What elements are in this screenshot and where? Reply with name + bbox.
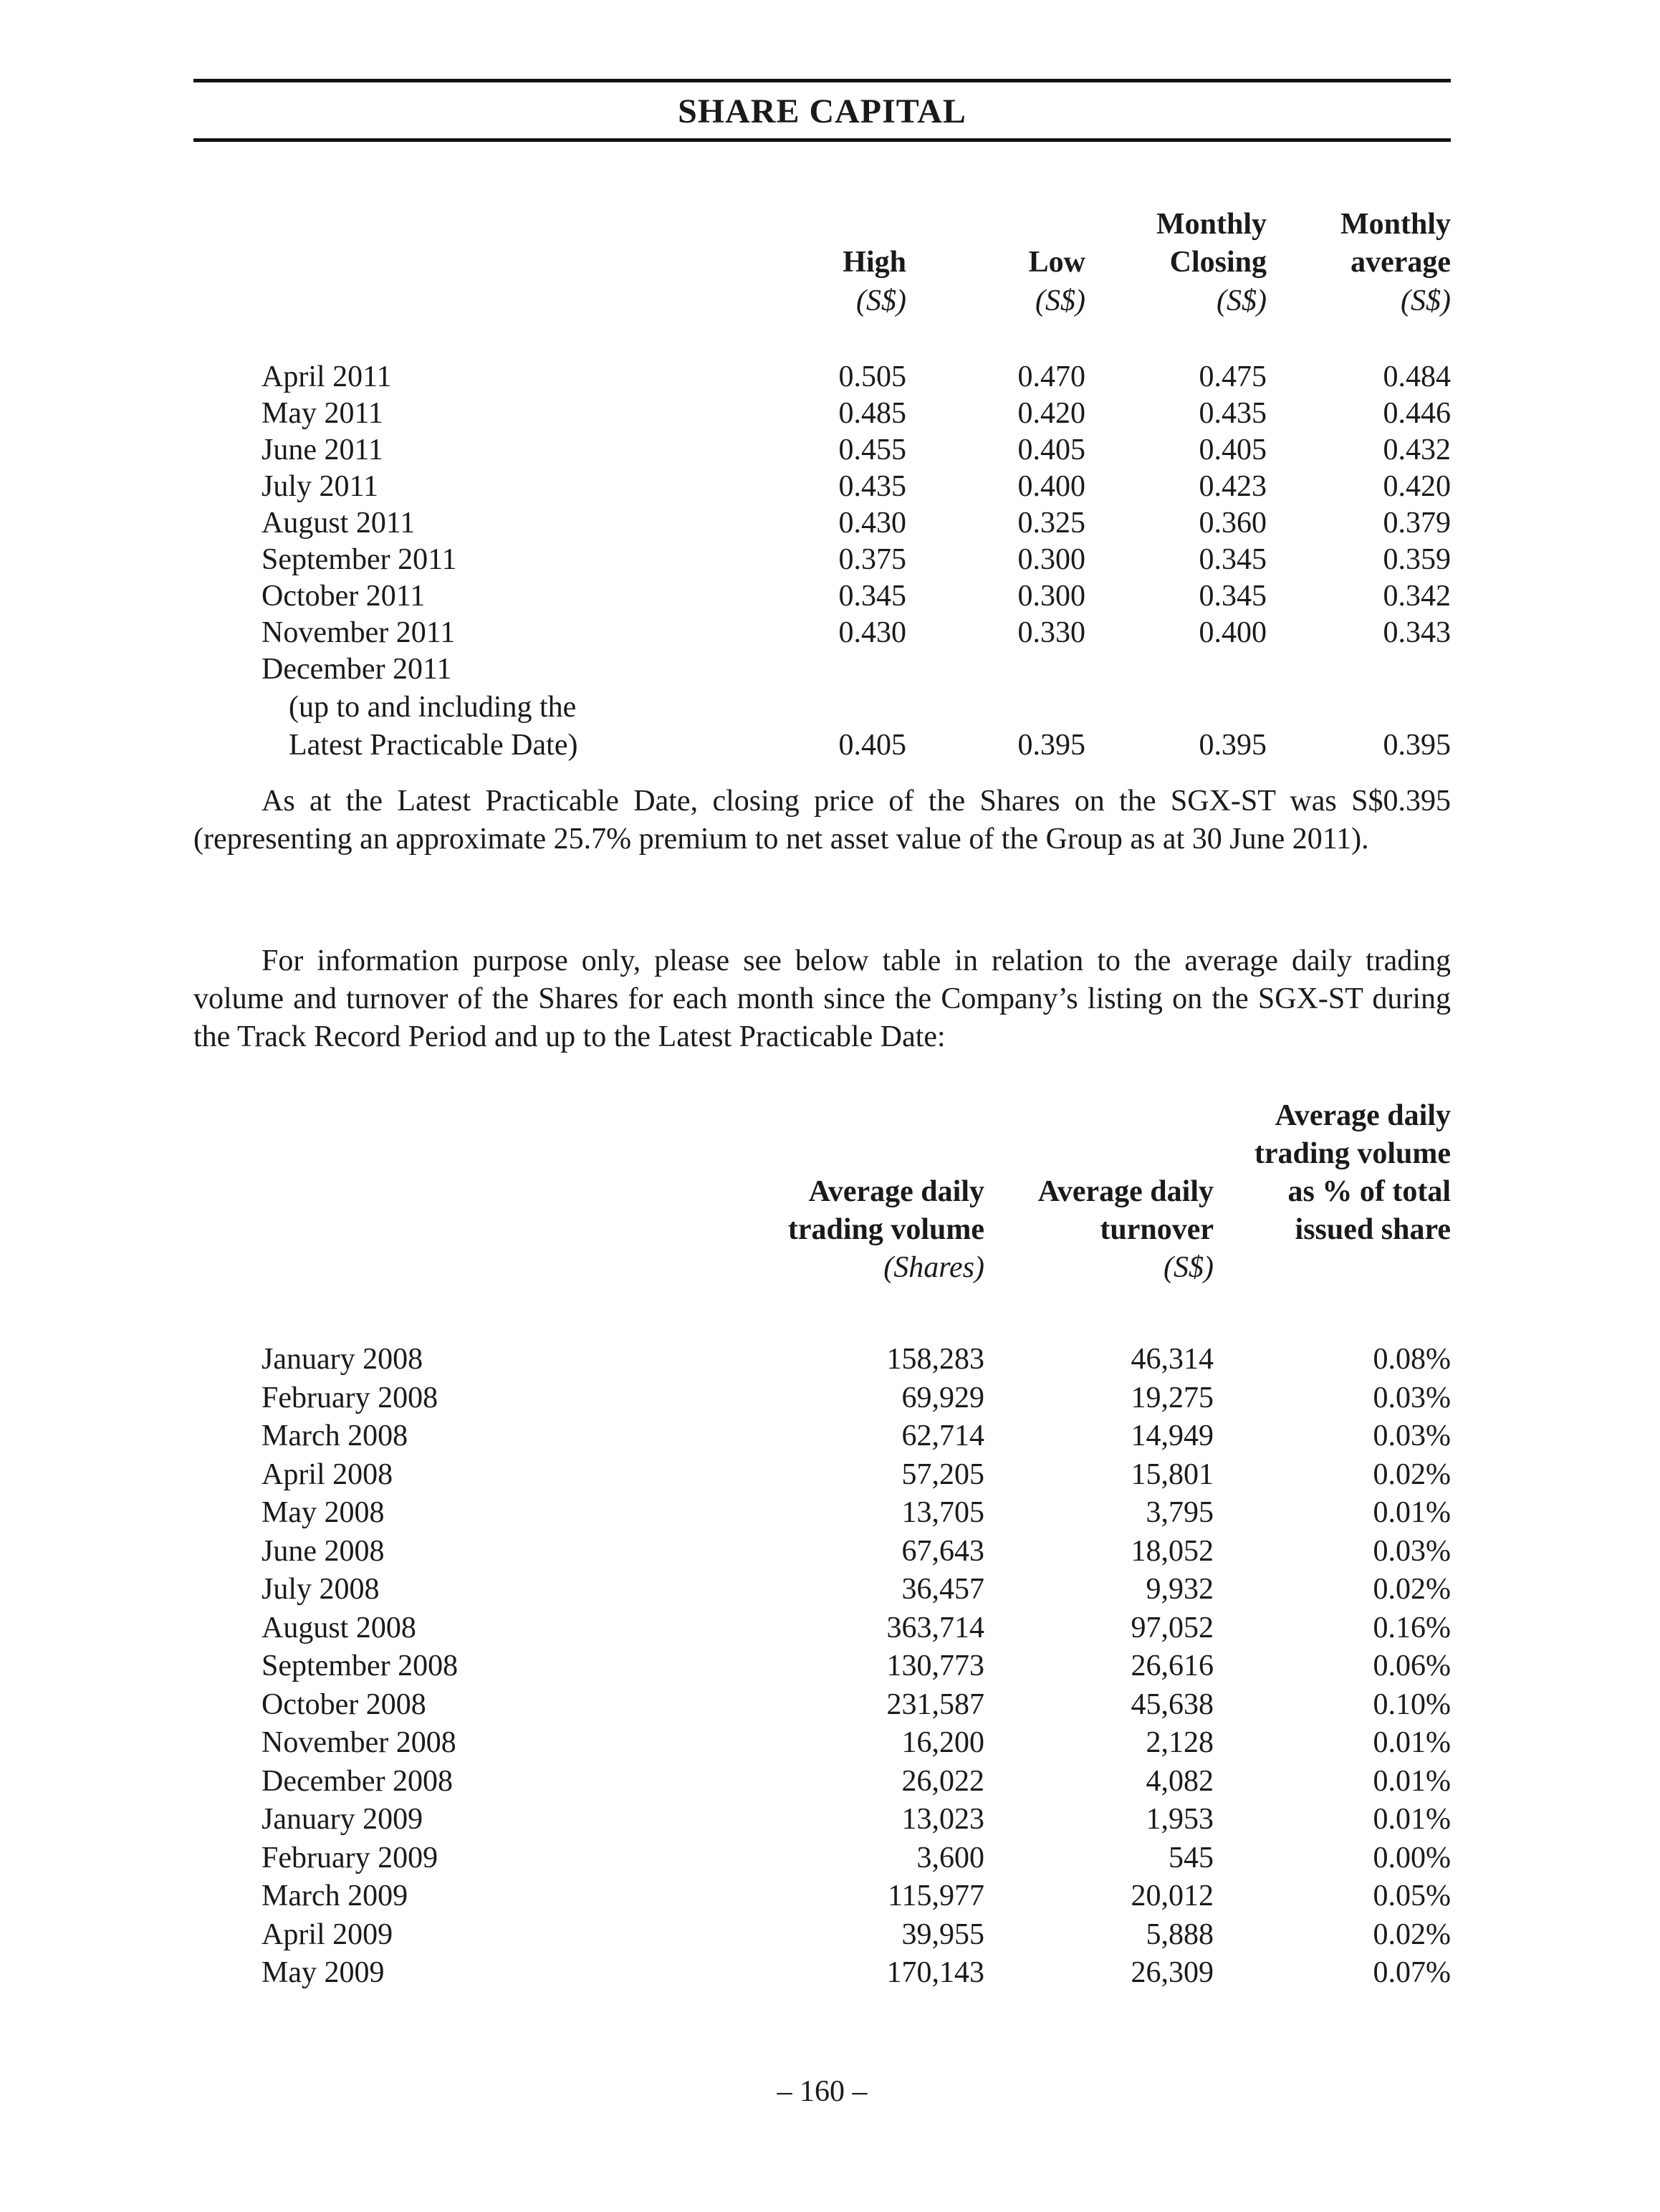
volume-cell: 363,714 bbox=[886, 1612, 984, 1644]
price-row-label: July 2011 bbox=[262, 470, 378, 503]
header-rule-bottom bbox=[193, 138, 1451, 142]
volume-row-label: March 2008 bbox=[262, 1419, 408, 1452]
price-cell: 0.379 bbox=[1383, 507, 1451, 540]
price-last-row-line bbox=[193, 651, 1451, 688]
volume-cell: 0.07% bbox=[1373, 1956, 1451, 1989]
volume-cell: 545 bbox=[1169, 1842, 1214, 1875]
price-last-row-label: Latest Practicable Date) bbox=[289, 729, 578, 762]
page-title: SHARE CAPITAL bbox=[678, 92, 966, 130]
price-row bbox=[193, 541, 1451, 578]
price-cell: 0.395 bbox=[1199, 729, 1267, 762]
price-cell: 0.360 bbox=[1199, 507, 1267, 540]
volume-cell: 13,023 bbox=[901, 1803, 984, 1836]
volume-cell: 0.10% bbox=[1373, 1688, 1451, 1721]
volume-row bbox=[193, 1800, 1451, 1839]
volume-row bbox=[193, 1417, 1451, 1455]
price-row bbox=[193, 468, 1451, 505]
volume-table bbox=[193, 1093, 1451, 1988]
price-col-high-header: High bbox=[843, 246, 906, 279]
price-row-label: May 2011 bbox=[262, 397, 383, 430]
price-col-high-unit: (S$) bbox=[856, 284, 906, 317]
volume-cell: 0.03% bbox=[1373, 1535, 1451, 1568]
volume-row bbox=[193, 1455, 1451, 1494]
volume-row-label: February 2009 bbox=[262, 1842, 438, 1875]
price-row bbox=[193, 614, 1451, 651]
price-cell: 0.505 bbox=[838, 360, 906, 393]
volume-row bbox=[193, 1647, 1451, 1685]
volume-row bbox=[193, 1685, 1451, 1724]
volume-cell: 16,200 bbox=[901, 1726, 984, 1759]
price-cell: 0.455 bbox=[838, 434, 906, 466]
volume-cell: 46,314 bbox=[1131, 1343, 1214, 1376]
price-cell: 0.395 bbox=[1017, 729, 1085, 762]
price-col-closing-header-line1: Monthly bbox=[1156, 208, 1267, 241]
price-cell: 0.435 bbox=[1199, 397, 1267, 430]
volume-cell: 0.06% bbox=[1373, 1650, 1451, 1682]
volume-cell: 0.05% bbox=[1373, 1880, 1451, 1912]
volume-row bbox=[193, 1762, 1451, 1801]
price-row-label: June 2011 bbox=[262, 434, 383, 466]
price-cell: 0.484 bbox=[1383, 360, 1451, 393]
volume-cell: 20,012 bbox=[1131, 1880, 1214, 1912]
price-col-low-unit: (S$) bbox=[1035, 284, 1085, 317]
volume-cell: 26,309 bbox=[1131, 1956, 1214, 1989]
volume-col-turnover-unit: (S$) bbox=[1164, 1251, 1214, 1284]
volume-row bbox=[193, 1839, 1451, 1877]
paragraph-volume-intro: For information purpose only, please see below table in relation to the average daily trading volume and turnover of the Shares for each month since the Company’s listing on the SGX-ST during the Track Record Period and up to the Latest Practicable Date: bbox=[193, 944, 1451, 1053]
price-col-closing-unit: (S$) bbox=[1217, 284, 1267, 317]
price-cell: 0.423 bbox=[1199, 470, 1267, 503]
volume-row bbox=[193, 1570, 1451, 1609]
volume-cell: 0.01% bbox=[1373, 1765, 1451, 1798]
volume-row-label: April 2008 bbox=[262, 1458, 393, 1491]
volume-cell: 9,932 bbox=[1146, 1573, 1214, 1606]
volume-row bbox=[193, 1915, 1451, 1954]
price-cell: 0.405 bbox=[838, 729, 906, 762]
volume-row bbox=[193, 1532, 1451, 1571]
volume-cell: 0.01% bbox=[1373, 1726, 1451, 1759]
price-last-row-line bbox=[193, 689, 1451, 726]
price-cell: 0.395 bbox=[1383, 729, 1451, 762]
price-row-label: April 2011 bbox=[262, 360, 392, 393]
price-cell: 0.345 bbox=[1199, 580, 1267, 613]
price-cell: 0.405 bbox=[1199, 434, 1267, 466]
volume-col-shares-unit: (Shares) bbox=[883, 1251, 984, 1284]
price-table bbox=[193, 201, 1451, 774]
price-cell: 0.300 bbox=[1017, 580, 1085, 613]
volume-row-label: May 2009 bbox=[262, 1956, 385, 1989]
price-last-row-label: (up to and including the bbox=[289, 691, 577, 724]
price-cell: 0.405 bbox=[1017, 434, 1085, 466]
volume-cell: 36,457 bbox=[901, 1573, 984, 1606]
volume-cell: 3,600 bbox=[916, 1842, 984, 1875]
price-cell: 0.345 bbox=[1199, 543, 1267, 576]
volume-cell: 3,795 bbox=[1146, 1496, 1214, 1529]
price-cell: 0.475 bbox=[1199, 360, 1267, 393]
price-last-row-label: December 2011 bbox=[262, 653, 452, 686]
volume-cell: 57,205 bbox=[901, 1458, 984, 1491]
volume-cell: 0.03% bbox=[1373, 1419, 1451, 1452]
price-cell: 0.330 bbox=[1017, 616, 1085, 649]
volume-cell: 0.03% bbox=[1373, 1382, 1451, 1414]
price-cell: 0.485 bbox=[838, 397, 906, 430]
volume-row bbox=[193, 1953, 1451, 1992]
volume-cell: 0.01% bbox=[1373, 1803, 1451, 1836]
price-col-closing-header-line2: Closing bbox=[1169, 246, 1267, 279]
volume-cell: 170,143 bbox=[886, 1956, 984, 1989]
volume-row-label: June 2008 bbox=[262, 1535, 385, 1568]
volume-cell: 69,929 bbox=[901, 1382, 984, 1414]
volume-col-turnover-header-line1: Average daily bbox=[1037, 1175, 1214, 1208]
volume-cell: 0.16% bbox=[1373, 1612, 1451, 1644]
volume-row-label: October 2008 bbox=[262, 1688, 426, 1721]
price-row-label: October 2011 bbox=[262, 580, 426, 613]
volume-cell: 2,128 bbox=[1146, 1726, 1214, 1759]
price-cell: 0.375 bbox=[838, 543, 906, 576]
volume-cell: 4,082 bbox=[1146, 1765, 1214, 1798]
price-cell: 0.435 bbox=[838, 470, 906, 503]
price-cell: 0.325 bbox=[1017, 507, 1085, 540]
price-cell: 0.470 bbox=[1017, 360, 1085, 393]
volume-cell: 0.08% bbox=[1373, 1343, 1451, 1376]
volume-row-label: April 2009 bbox=[262, 1918, 393, 1951]
price-col-average-header-line1: Monthly bbox=[1340, 208, 1451, 241]
volume-col-shares-header-line1: Average daily bbox=[808, 1175, 984, 1208]
volume-cell: 13,705 bbox=[901, 1496, 984, 1529]
volume-cell: 39,955 bbox=[901, 1918, 984, 1951]
price-cell: 0.400 bbox=[1017, 470, 1085, 503]
price-cell: 0.400 bbox=[1199, 616, 1267, 649]
volume-row-label: July 2008 bbox=[262, 1573, 380, 1606]
price-cell: 0.420 bbox=[1017, 397, 1085, 430]
volume-col-shares-header-line2: trading volume bbox=[787, 1213, 984, 1246]
volume-row-label: February 2008 bbox=[262, 1382, 438, 1414]
price-row-label: September 2011 bbox=[262, 543, 457, 576]
page-number: – 160 – bbox=[777, 2075, 868, 2108]
price-row bbox=[193, 395, 1451, 432]
header-rule-top bbox=[193, 79, 1451, 82]
price-row bbox=[193, 431, 1451, 469]
volume-cell: 0.01% bbox=[1373, 1496, 1451, 1529]
volume-row-label: September 2008 bbox=[262, 1650, 459, 1682]
price-cell: 0.446 bbox=[1383, 397, 1451, 430]
volume-row bbox=[193, 1723, 1451, 1762]
volume-cell: 0.02% bbox=[1373, 1573, 1451, 1606]
volume-cell: 19,275 bbox=[1131, 1382, 1214, 1414]
volume-cell: 97,052 bbox=[1131, 1612, 1214, 1644]
price-cell: 0.342 bbox=[1383, 580, 1451, 613]
volume-cell: 62,714 bbox=[901, 1419, 984, 1452]
volume-cell: 45,638 bbox=[1131, 1688, 1214, 1721]
volume-row-label: January 2008 bbox=[262, 1343, 423, 1376]
volume-row-label: December 2008 bbox=[262, 1765, 454, 1798]
volume-cell: 15,801 bbox=[1131, 1458, 1214, 1491]
price-cell: 0.430 bbox=[838, 507, 906, 540]
price-cell: 0.343 bbox=[1383, 616, 1451, 649]
price-col-average-unit: (S$) bbox=[1401, 284, 1451, 317]
volume-row-label: May 2008 bbox=[262, 1496, 385, 1529]
volume-row-label: January 2009 bbox=[262, 1803, 423, 1836]
volume-cell: 67,643 bbox=[901, 1535, 984, 1568]
volume-cell: 1,953 bbox=[1146, 1803, 1214, 1836]
volume-col-turnover-header-line2: turnover bbox=[1100, 1213, 1214, 1246]
volume-row bbox=[193, 1493, 1451, 1532]
volume-row-label: August 2008 bbox=[262, 1612, 416, 1644]
price-cell: 0.430 bbox=[838, 616, 906, 649]
volume-row bbox=[193, 1877, 1451, 1915]
price-cell: 0.359 bbox=[1383, 543, 1451, 576]
volume-cell: 130,773 bbox=[886, 1650, 984, 1682]
price-last-row-line bbox=[193, 727, 1451, 764]
price-row bbox=[193, 578, 1451, 615]
volume-cell: 18,052 bbox=[1131, 1535, 1214, 1568]
volume-row bbox=[193, 1379, 1451, 1417]
volume-cell: 0.00% bbox=[1373, 1842, 1451, 1875]
volume-row bbox=[193, 1340, 1451, 1379]
volume-cell: 0.02% bbox=[1373, 1918, 1451, 1951]
price-col-average-header-line2: average bbox=[1350, 246, 1451, 279]
volume-cell: 115,977 bbox=[888, 1880, 984, 1912]
price-row bbox=[193, 358, 1451, 396]
volume-cell: 158,283 bbox=[886, 1343, 984, 1376]
volume-cell: 231,587 bbox=[886, 1688, 984, 1721]
paragraph-closing-price: As at the Latest Practicable Date, closing price of the Shares on the SGX-ST was S$0.395 (representing an approximate 25.7% premium to net asset value of the Group as at 30 June 2011). bbox=[193, 785, 1451, 856]
volume-row-label: March 2009 bbox=[262, 1880, 408, 1912]
price-cell: 0.432 bbox=[1383, 434, 1451, 466]
price-col-low-header: Low bbox=[1028, 246, 1085, 279]
price-cell: 0.345 bbox=[838, 580, 906, 613]
price-cell: 0.300 bbox=[1017, 543, 1085, 576]
price-row bbox=[193, 504, 1451, 542]
volume-col-percent-header-line2: trading volume bbox=[1254, 1137, 1451, 1170]
volume-cell: 14,949 bbox=[1131, 1419, 1214, 1452]
volume-col-percent-header-line1: Average daily bbox=[1275, 1099, 1451, 1132]
volume-cell: 0.02% bbox=[1373, 1458, 1451, 1491]
price-row-label: August 2011 bbox=[262, 507, 416, 540]
volume-cell: 26,022 bbox=[901, 1765, 984, 1798]
price-cell: 0.420 bbox=[1383, 470, 1451, 503]
volume-row bbox=[193, 1609, 1451, 1647]
volume-col-percent-header-line4: issued share bbox=[1295, 1213, 1451, 1246]
volume-row-label: November 2008 bbox=[262, 1726, 456, 1759]
price-row-label: November 2011 bbox=[262, 616, 456, 649]
volume-cell: 26,616 bbox=[1131, 1650, 1214, 1682]
volume-col-percent-header-line3: as % of total bbox=[1287, 1175, 1451, 1208]
volume-cell: 5,888 bbox=[1146, 1918, 1214, 1951]
